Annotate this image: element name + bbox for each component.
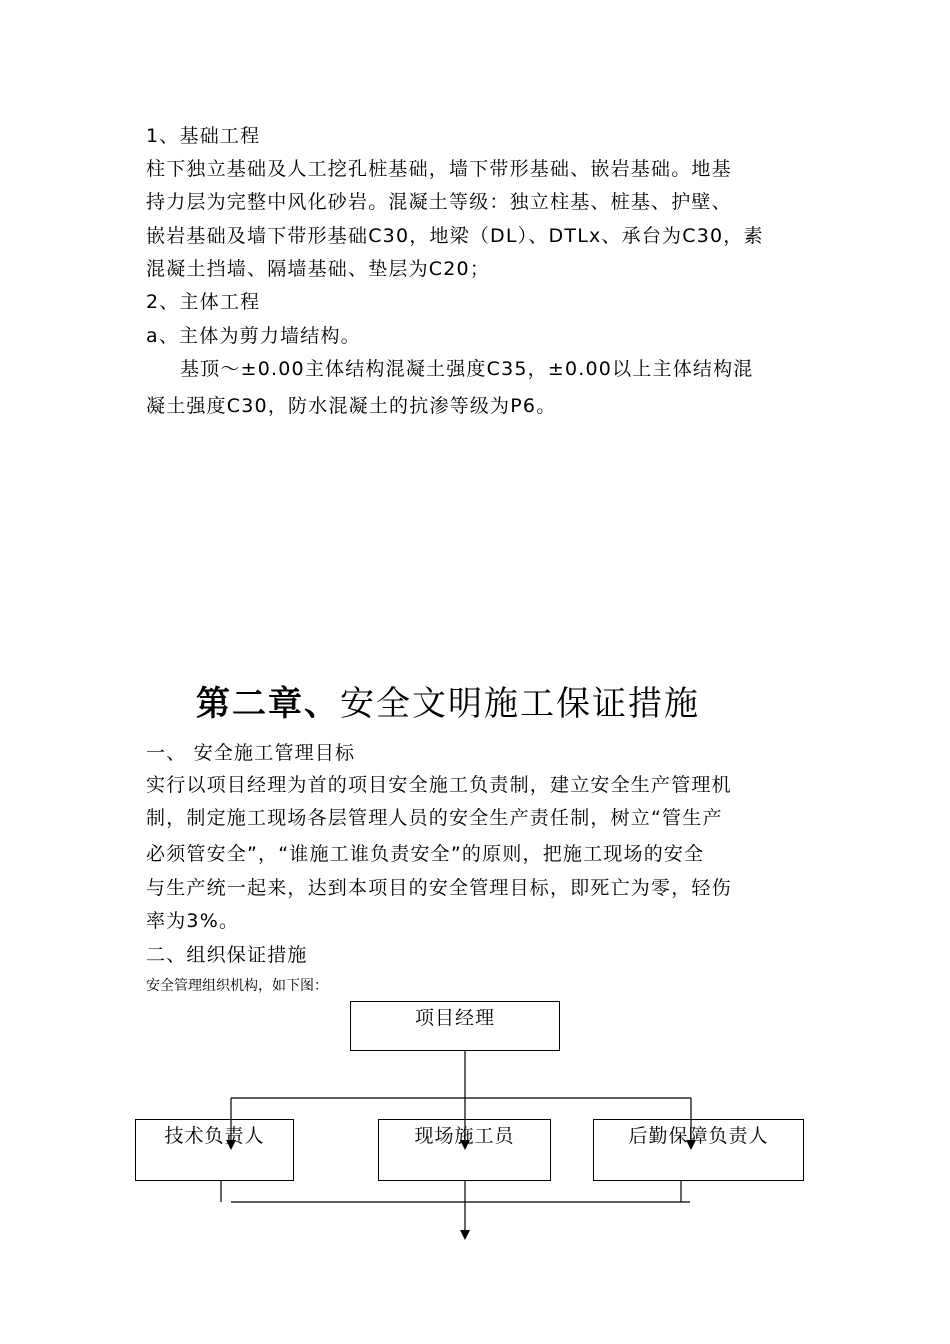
- chapter-title-number: 第二章、: [196, 684, 340, 724]
- org-box-technical-lead: [135, 1119, 294, 1181]
- org-box-logistics-lead: [593, 1119, 804, 1181]
- section1-para-line: 混凝土挡墙、隔墙基础、垫层为C20；: [146, 258, 491, 280]
- section2-para-line: 基顶～±0.00主体结构混凝土强度C35，±0.00以上主体结构混: [180, 358, 754, 380]
- part2-heading: 二、组织保证措施: [146, 944, 308, 966]
- org-box-label: 项目经理: [414, 1007, 495, 1029]
- section2-para-line: 凝土强度C30，防水混凝土的抗渗等级为P6。: [146, 395, 557, 417]
- section1-para-line: 嵌岩基础及墙下带形基础C30，地梁（DL）、DTLx、承台为C30，素: [146, 225, 764, 247]
- part1-para-line: 制，制定施工现场各层管理人员的安全生产责任制，树立“管生产: [146, 807, 723, 829]
- chapter-title-text: 安全文明施工保证措施: [340, 684, 700, 724]
- part1-heading: 一、 安全施工管理目标: [146, 742, 356, 764]
- section1-para-line: 持力层为完整中风化砂岩。混凝土等级：独立柱基、桩基、护壁、: [146, 191, 732, 213]
- section2-heading: 2、主体工程: [146, 291, 261, 313]
- part1-para-line: 必须管安全”，“谁施工谁负责安全”的原则，把施工现场的安全: [146, 843, 705, 865]
- org-box-project-manager: [350, 1001, 560, 1051]
- section1-para-line: 柱下独立基础及人工挖孔桩基础，墙下带形基础、嵌岩基础。地基: [146, 158, 732, 180]
- org-box-label: 技术负责人: [164, 1125, 265, 1147]
- section2-sub-a: a、主体为剪力墙结构。: [146, 325, 361, 347]
- org-box-site-constructor: [378, 1119, 551, 1181]
- org-chart-caption: 安全管理组织机构，如下图：: [146, 978, 328, 994]
- section1-heading: 1、基础工程: [146, 125, 261, 147]
- part1-para-line: 与生产统一起来，达到本项目的安全管理目标，即死亡为零，轻伤: [146, 877, 732, 899]
- org-box-label: 后勤保障负责人: [628, 1125, 769, 1147]
- org-box-label: 现场施工员: [414, 1125, 515, 1147]
- part1-para-line: 率为3%。: [146, 910, 240, 932]
- part1-para-line: 实行以项目经理为首的项目安全施工负责制，建立安全生产管理机: [146, 774, 732, 796]
